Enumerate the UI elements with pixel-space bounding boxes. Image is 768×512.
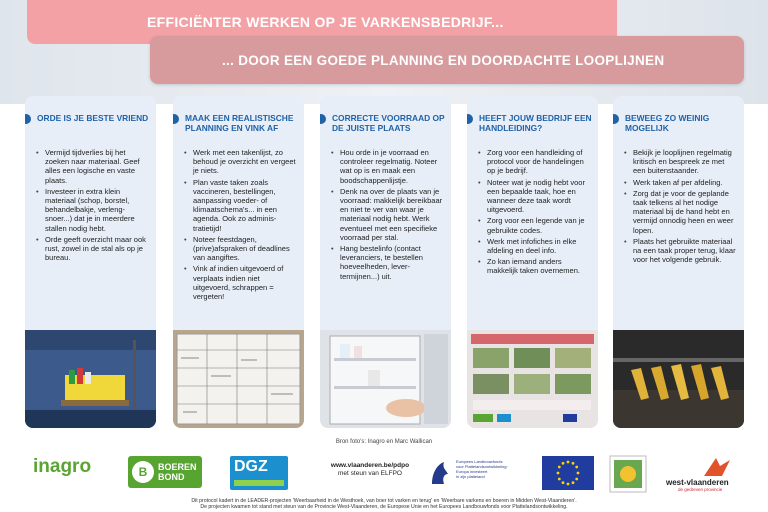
column-bullets (25, 148, 156, 262)
pdpo-text: www.vlaanderen.be/pdpo met steun van ELFPO (330, 462, 410, 477)
list-item: • Zo kan iemand anders makkelijk taken overnemen. (478, 257, 590, 275)
dgz-logo: DGZ (230, 456, 288, 490)
inagro-logo: inagro (33, 456, 92, 477)
list-item: • Zorg dat je voor de geplande taak telkens al het nodige materiaal bij de hand hebt en vermijd onnodig heen en weer lopen. (624, 189, 736, 235)
main-title: EFFICIËNTER WERKEN OP JE VARKENSBEDRIJF... (27, 0, 617, 44)
list-item: • Hang bestelinfo (contact leveranciers, te bestellen hoeveelheden, lever-termijnen...) uit. (331, 244, 443, 281)
west-vlaanderen-mark-icon (702, 456, 732, 478)
bullet-dot-icon (25, 114, 31, 124)
list-item: • Vink af indien uitgevoerd of verplaats indien niet uitgevoerd, schrappen = vergeten! (184, 264, 296, 301)
list-item: • Noteer wat je nodig hebt voor een bepaalde taak, hoe en wanneer deze taak wordt uitgevoerd. (478, 178, 590, 215)
list-item: • Plaats het gebruikte materiaal na een taak proper terug, klaar voor het volgende gebruik. (624, 237, 736, 265)
column-heading: ORDE IS JE BESTE VRIEND (25, 96, 156, 148)
columns-area (0, 96, 768, 428)
column-heading: MAAK EEN REALISTISCHE PLANNING EN VINK AF (173, 96, 304, 148)
list-item: • Werk taken af per afdeling. (624, 178, 736, 187)
logo-strip (0, 452, 768, 494)
subtitle: ... DOOR EEN GOEDE PLANNING EN DOORDACHTE LOOPLIJNEN (150, 36, 744, 84)
boerenbond-logo: B BOEREN BOND (128, 456, 202, 488)
column-voorraad (320, 96, 451, 428)
list-item: • Denk na over de plaats van je voorraad: makkelijk bereikbaar en niet te ver van waar je materiaal nodig hebt. Werk eventueel met een specifieke voorraad per stal. (331, 187, 443, 242)
column-planning (173, 96, 304, 428)
west-vlaanderen-logo: west-vlaanderen de gedreven provincie (664, 456, 754, 494)
column-orde (25, 96, 156, 428)
column-bullets (613, 148, 744, 264)
list-item: • Hou orde in je voorraad en controleer regelmatig. Noteer wat op is en maak een boodschappenlijstje. (331, 148, 443, 185)
column-beweeg (613, 96, 744, 428)
list-item: • Werk met infofiches in elke afdeling en deel info. (478, 237, 590, 255)
photo-tools (613, 330, 744, 428)
column-bullets (467, 148, 598, 276)
boerenbond-b-icon: B (132, 461, 154, 483)
list-item: • Zorg voor een handleiding of protocol voor de handelingen op je bedrijf. (478, 148, 590, 176)
list-item: • Plan vaste taken zoals vaccineren, bestellingen, aanpassing voeder- of klimaatschema's... in een agenda. Ook zo adminis-tratietijd! (184, 178, 296, 233)
photo-fridge (320, 330, 451, 428)
list-item: • Zorg voor een legende van je gebruikte codes. (478, 216, 590, 234)
column-handleiding (467, 96, 598, 428)
column-heading: CORRECTE VOORRAAD OP DE JUISTE PLAATS (320, 96, 451, 148)
photo-credit: Bron foto's: Inagro en Marc Wallican (335, 439, 433, 445)
list-item: • Orde geeft overzicht maar ook rust, zowel in de stal als op je bureau. (36, 235, 148, 263)
list-item: • Bekijk je looplijnen regelmatig kritisch en bespreek ze met een buitenstaander. (624, 148, 736, 176)
flanders-lion-icon (428, 458, 452, 488)
photo-infofiche (467, 330, 598, 428)
column-heading: BEWEEG ZO WEINIG MOGELIJK (613, 96, 744, 148)
list-item: • Investeer in extra klein materiaal (schop, borstel, behandelbakje, verleng-snoer...) dat je in meerdere stallen nodig hebt. (36, 187, 148, 233)
list-item: • Vermijd tijdverlies bij het zoeken naar materiaal. Geef alles een logische en vaste plaats. (36, 148, 148, 185)
bullet-dot-icon (320, 114, 326, 124)
bullet-dot-icon (173, 114, 179, 124)
leader-logo (606, 454, 650, 494)
bullet-dot-icon (467, 114, 473, 124)
eu-flag-icon (542, 456, 594, 490)
column-bullets (320, 148, 451, 281)
column-heading: HEEFT JOUW BEDRIJF EEN HANDLEIDING? (467, 96, 598, 148)
elfpo-logo: Europees Landbouwfonds voor Plattelandsontwikkeling: Europa investeert in zijn platteland (428, 456, 520, 490)
footer-text: Dit protocol kadert in de LEADER-projecten 'Weerbaarheid in de Westhoek, van boer tot varken en terug' en 'Weerbare varkens en boeren in Midden West-Vlaanderen'. De projecten kwamen tot stand met steun van de Provincie West-Vlaanderen, de Europese Unie en het Europees Landbouwfonds voor Plattelandsontwikkeling. (191, 498, 577, 510)
bullet-dot-icon (613, 114, 619, 124)
list-item: • Werk met een takenlijst, zo behoud je overzicht en vergeet je niets. (184, 148, 296, 176)
list-item: • Noteer feestdagen, (prive)afspraken of deadlines van aangiftes. (184, 235, 296, 263)
photo-toolbox (25, 330, 156, 428)
column-bullets (173, 148, 304, 301)
photo-whiteboard (173, 330, 304, 428)
